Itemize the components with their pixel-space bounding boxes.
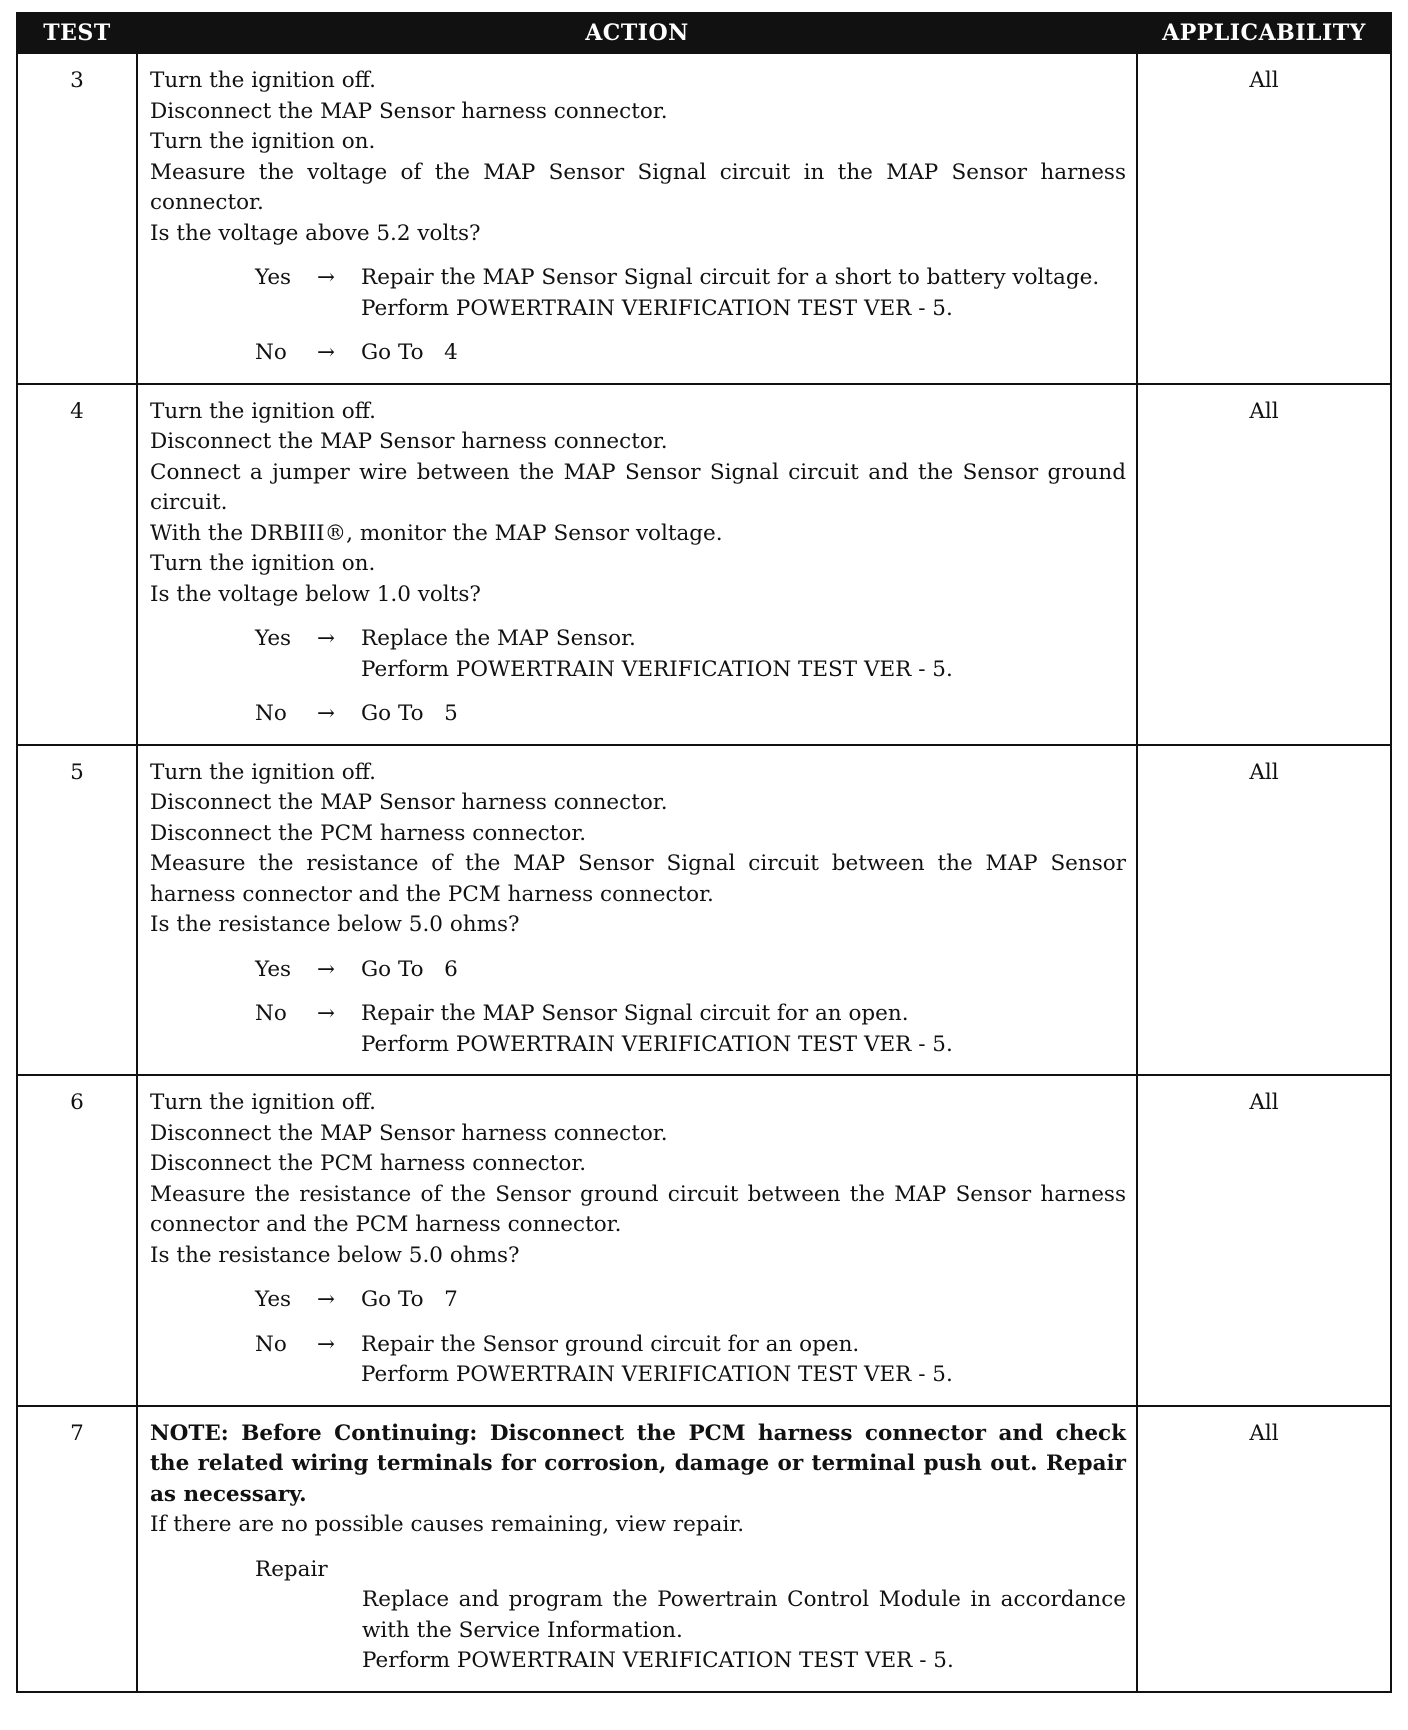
no-label: No [255, 701, 287, 726]
yes-action: Repair the MAP Sensor Signal circuit for a short to battery voltage. [361, 265, 1100, 290]
applicability-value: All [1137, 53, 1391, 384]
yes-action: Go To 7 [361, 1287, 458, 1312]
note-text: NOTE: Before Continuing: Disconnect the PCM harness connector and check the related wiring terminals for corrosion, damage or terminal push out. Repair as necessary. [150, 1420, 1126, 1507]
applicability-value: All [1137, 745, 1391, 1076]
no-outcome [255, 1330, 1126, 1391]
step: Is the resistance below 5.0 ohms? [150, 1242, 520, 1268]
step: Disconnect the MAP Sensor harness connector. [150, 790, 668, 815]
step: Disconnect the PCM harness connector. [150, 820, 587, 846]
right-arrow-icon: → [317, 1287, 336, 1312]
step: Measure the voltage of the MAP Sensor Signal circuit in the MAP Sensor harness connector. [150, 159, 1126, 215]
test-number: 5 [17, 745, 137, 1076]
step: Is the voltage below 1.0 volts? [150, 581, 481, 607]
repair-body [362, 1585, 1126, 1677]
header-applicability: APPLICABILITY [1137, 13, 1391, 53]
no-action: Repair the MAP Sensor Signal circuit for an open. [361, 1001, 909, 1026]
diagnostic-test-table [16, 12, 1392, 1693]
no-action: Go To 5 [361, 701, 458, 726]
step: Turn the ignition off. [150, 398, 376, 424]
action-cell [137, 384, 1137, 745]
test-number: 3 [17, 53, 137, 384]
step: Measure the resistance of the MAP Sensor Signal circuit between the MAP Sensor harness connector and the PCM harness connector. [150, 851, 1126, 907]
applicability-value: All [1137, 1406, 1391, 1692]
table-row [17, 1406, 1391, 1692]
yes-action: Replace the MAP Sensor. [361, 626, 636, 651]
step: With the DRBIII®, monitor the MAP Sensor voltage. [150, 520, 723, 546]
header-test: TEST [17, 13, 137, 53]
action-cell [137, 53, 1137, 384]
right-arrow-icon: → [317, 1001, 336, 1026]
table-header-row [17, 13, 1391, 53]
no-label: No [255, 1331, 287, 1357]
right-arrow-icon: → [317, 701, 336, 726]
yes-label: Yes [255, 1287, 292, 1312]
step: Turn the ignition on. [150, 129, 376, 154]
test-number: 4 [17, 384, 137, 745]
no-action: Repair the Sensor ground circuit for an open. [361, 1331, 860, 1357]
right-arrow-icon: → [317, 956, 336, 982]
step: Disconnect the MAP Sensor harness connector. [150, 429, 668, 454]
no-label: No [255, 1001, 287, 1026]
repair-verification: Perform POWERTRAIN VERIFICATION TEST VER - 5. [362, 1648, 954, 1673]
repair-action: Replace and program the Powertrain Control Module in accordance with the Service Information. [362, 1587, 1126, 1643]
action-cell [137, 745, 1137, 1076]
step: Is the resistance below 5.0 ohms? [150, 912, 520, 937]
right-arrow-icon: → [317, 265, 336, 290]
no-outcome [255, 999, 1126, 1060]
yes-outcome [255, 955, 1126, 986]
yes-label: Yes [255, 265, 292, 290]
yes-verification: Perform POWERTRAIN VERIFICATION TEST VER - 5. [361, 295, 953, 321]
right-arrow-icon: → [317, 1331, 336, 1357]
table-row [17, 745, 1391, 1076]
yes-label: Yes [255, 956, 292, 982]
repair-label: Repair [255, 1556, 328, 1582]
yes-label: Yes [255, 626, 292, 651]
step: Turn the ignition off. [150, 68, 376, 93]
yes-verification: Perform POWERTRAIN VERIFICATION TEST VER - 5. [361, 656, 953, 682]
table-row [17, 53, 1391, 384]
step: Disconnect the MAP Sensor harness connector. [150, 1120, 668, 1146]
right-arrow-icon: → [317, 340, 336, 365]
no-label: No [255, 340, 287, 365]
yes-outcome [255, 624, 1126, 685]
test-number: 6 [17, 1075, 137, 1406]
step: Turn the ignition on. [150, 551, 376, 576]
yes-action: Go To 6 [361, 956, 458, 982]
step: Turn the ignition off. [150, 1090, 376, 1115]
test-number: 7 [17, 1406, 137, 1692]
applicability-value: All [1137, 1075, 1391, 1406]
step: Measure the resistance of the Sensor ground circuit between the MAP Sensor harness connector and the PCM harness connector. [150, 1181, 1126, 1237]
applicability-value: All [1137, 384, 1391, 745]
header-action: ACTION [137, 13, 1137, 53]
table-row [17, 1075, 1391, 1406]
table-row [17, 384, 1391, 745]
diagnostic-table-container [16, 12, 1392, 1693]
step: Disconnect the MAP Sensor harness connector. [150, 98, 668, 124]
step: Turn the ignition off. [150, 759, 376, 785]
instruction-line: If there are no possible causes remaining, view repair. [150, 1512, 745, 1537]
no-verification: Perform POWERTRAIN VERIFICATION TEST VER - 5. [361, 1362, 953, 1387]
step: Connect a jumper wire between the MAP Sensor Signal circuit and the Sensor ground circuit. [150, 459, 1126, 515]
action-cell [137, 1406, 1137, 1692]
no-verification: Perform POWERTRAIN VERIFICATION TEST VER - 5. [361, 1031, 953, 1057]
step: Disconnect the PCM harness connector. [150, 1151, 587, 1176]
yes-outcome [255, 1285, 1126, 1316]
no-outcome [255, 338, 1126, 369]
action-cell [137, 1075, 1137, 1406]
yes-outcome [255, 263, 1126, 324]
no-outcome [255, 699, 1126, 730]
step: Is the voltage above 5.2 volts? [150, 220, 481, 246]
no-action: Go To 4 [361, 340, 458, 365]
right-arrow-icon: → [317, 626, 336, 651]
